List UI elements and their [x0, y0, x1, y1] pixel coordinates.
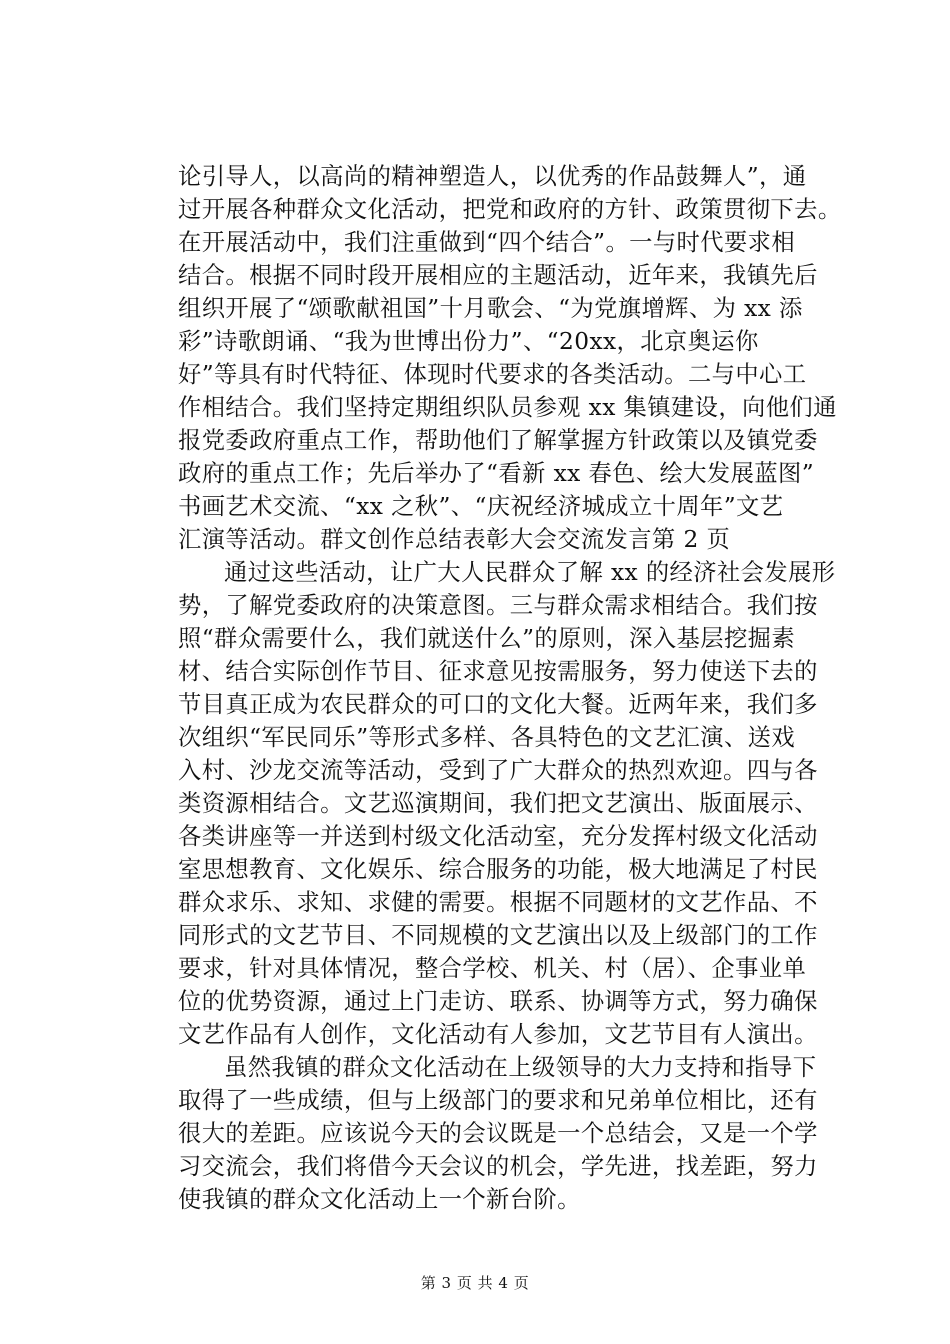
text-line: 很大的差距。应该说今天的会议既是一个总结会，又是一个学 [178, 1120, 818, 1147]
text-line: 同形式的文艺节目、不同规模的文艺演出以及上级部门的工作 [178, 922, 818, 949]
document-body [178, 160, 842, 1216]
text-line: 习交流会，我们将借今天会议的机会，学先进，找差距，努力 [178, 1153, 818, 1180]
text-line: 使我镇的群众文化活动上一个新台阶。 [178, 1186, 581, 1213]
text-line: 文艺作品有人创作，文化活动有人参加，文艺节目有人演出。 [178, 1021, 818, 1048]
page-footer: 第 3 页 共 4 页 [420, 1274, 530, 1292]
text-line: 作相结合。我们坚持定期组织队员参观 xx 集镇建设，向他们通 [178, 394, 837, 421]
text-line: 结合。根据不同时段开展相应的主题活动，近年来，我镇先后 [178, 262, 818, 289]
text-line: 群众求乐、求知、求健的需要。根据不同题材的文艺作品、不 [178, 889, 818, 916]
text-line: 政府的重点工作；先后举办了“看新 xx 春色、绘大发展蓝图” [178, 460, 815, 487]
text-line: 组织开展了“颂歌献祖国”十月歌会、“为党旗增辉、为 xx 添 [178, 295, 803, 322]
text-line: 报党委政府重点工作，帮助他们了解掌握方针政策以及镇党委 [178, 427, 818, 454]
text-line: 次组织“军民同乐”等形式多样、各具特色的文艺汇演、送戏 [178, 724, 796, 751]
text-line: 照“群众需要什么，我们就送什么”的原则，深入基层挖掘素 [178, 625, 796, 652]
text-line: 要求，针对具体情况，整合学校、机关、村（居）、企事业单 [178, 955, 807, 982]
text-line: 类资源相结合。文艺巡演期间，我们把文艺演出、版面展示、 [178, 790, 818, 817]
text-line: 位的优势资源，通过上门走访、联系、协调等方式，努力确保 [178, 988, 818, 1015]
text-line: 势，了解党委政府的决策意图。三与群众需求相结合。我们按 [178, 592, 818, 619]
paragraph-start-line: 虽然我镇的群众文化活动在上级领导的大力支持和指导下 [224, 1054, 817, 1081]
text-line: 论引导人，以高尚的精神塑造人，以优秀的作品鼓舞人”，通 [178, 163, 807, 190]
text-line: 好”等具有时代特征、体现时代要求的各类活动。二与中心工 [178, 361, 807, 388]
text-line: 室思想教育、文化娱乐、综合服务的功能，极大地满足了村民 [178, 856, 818, 883]
text-line: 节目真正成为农民群众的可口的文化大餐。近两年来，我们多 [178, 691, 818, 718]
text-line: 过开展各种群众文化活动，把党和政府的方针、政策贯彻下去。 [178, 196, 842, 223]
text-line: 彩”诗歌朗诵、“我为世博出份力”、“20xx，北京奥运你 [178, 328, 759, 355]
paragraph-start-line: 通过这些活动，让广大人民群众了解 xx 的经济社会发展形 [224, 559, 836, 586]
text-line: 入村、沙龙交流等活动，受到了广大群众的热烈欢迎。四与各 [178, 757, 818, 784]
text-line: 书画艺术交流、“xx 之秋”、“庆祝经济城成立十周年”文艺 [178, 493, 784, 520]
text-line: 汇演等活动。群文创作总结表彰大会交流发言第 2 页 [178, 526, 731, 553]
text-line: 在开展活动中，我们注重做到“四个结合”。一与时代要求相 [178, 229, 796, 256]
text-line: 取得了一些成绩，但与上级部门的要求和兄弟单位相比，还有 [178, 1087, 818, 1114]
text-line: 材、结合实际创作节目、征求意见按需服务，努力使送下去的 [178, 658, 818, 685]
text-line: 各类讲座等一并送到村级文化活动室，充分发挥村级文化活动 [178, 823, 818, 850]
